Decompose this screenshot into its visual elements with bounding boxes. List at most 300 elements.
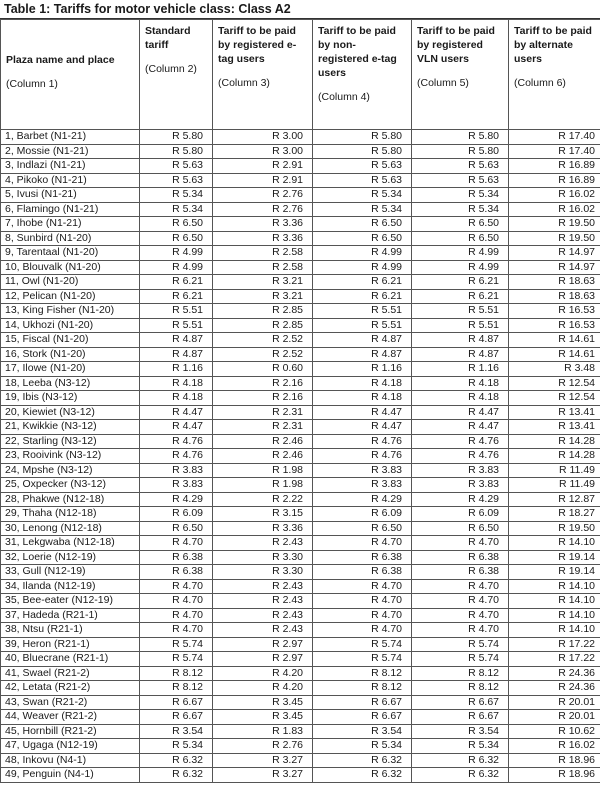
table-row bbox=[1, 521, 600, 536]
alternate-users-cell: R 14.28 bbox=[509, 449, 600, 464]
alternate-users-cell: R 19.50 bbox=[509, 521, 600, 536]
standard-tariff-cell: R 1.16 bbox=[140, 362, 213, 377]
alternate-users-cell: R 14.61 bbox=[509, 333, 600, 348]
registered-vln-cell: R 5.34 bbox=[412, 202, 509, 217]
alternate-users-cell: R 19.50 bbox=[509, 217, 600, 232]
table-row bbox=[1, 753, 600, 768]
standard-tariff-cell: R 4.70 bbox=[140, 536, 213, 551]
registered-etag-cell: R 3.30 bbox=[213, 550, 313, 565]
plaza-name-cell: 32, Loerie (N12-19) bbox=[1, 550, 140, 565]
non-registered-etag-cell: R 1.16 bbox=[313, 362, 412, 377]
non-registered-etag-cell: R 4.70 bbox=[313, 579, 412, 594]
standard-tariff-cell: R 5.74 bbox=[140, 637, 213, 652]
registered-etag-cell: R 2.43 bbox=[213, 536, 313, 551]
registered-vln-cell: R 5.51 bbox=[412, 318, 509, 333]
non-registered-etag-cell: R 5.51 bbox=[313, 304, 412, 319]
alternate-users-cell: R 16.53 bbox=[509, 318, 600, 333]
plaza-name-cell: 25, Oxpecker (N3-12) bbox=[1, 478, 140, 493]
table-row bbox=[1, 637, 600, 652]
plaza-name-cell: 17, Ilowe (N1-20) bbox=[1, 362, 140, 377]
alternate-users-cell: R 17.40 bbox=[509, 144, 600, 159]
alternate-users-cell: R 12.54 bbox=[509, 376, 600, 391]
standard-tariff-cell: R 4.29 bbox=[140, 492, 213, 507]
standard-tariff-cell: R 3.83 bbox=[140, 478, 213, 493]
registered-etag-cell: R 4.20 bbox=[213, 681, 313, 696]
alternate-users-cell: R 16.02 bbox=[509, 188, 600, 203]
plaza-name-cell: 39, Heron (R21-1) bbox=[1, 637, 140, 652]
table-row bbox=[1, 579, 600, 594]
table-row bbox=[1, 681, 600, 696]
plaza-name-cell: 24, Mpshe (N3-12) bbox=[1, 463, 140, 478]
registered-vln-cell: R 4.99 bbox=[412, 260, 509, 275]
standard-tariff-cell: R 4.47 bbox=[140, 420, 213, 435]
header-column-number: (Column 5) bbox=[417, 77, 469, 89]
registered-etag-cell: R 3.15 bbox=[213, 507, 313, 522]
table-row bbox=[1, 492, 600, 507]
registered-etag-cell: R 2.76 bbox=[213, 202, 313, 217]
registered-vln-cell: R 6.50 bbox=[412, 521, 509, 536]
plaza-name-cell: 2, Mossie (N1-21) bbox=[1, 144, 140, 159]
registered-vln-cell: R 5.63 bbox=[412, 173, 509, 188]
standard-tariff-cell: R 4.99 bbox=[140, 246, 213, 261]
registered-etag-cell: R 3.30 bbox=[213, 565, 313, 580]
table-row bbox=[1, 550, 600, 565]
registered-etag-cell: R 1.98 bbox=[213, 478, 313, 493]
registered-etag-cell: R 3.27 bbox=[213, 768, 313, 783]
registered-vln-cell: R 4.87 bbox=[412, 333, 509, 348]
alternate-users-cell: R 19.14 bbox=[509, 565, 600, 580]
standard-tariff-cell: R 6.50 bbox=[140, 231, 213, 246]
plaza-name-cell: 10, Blouvalk (N1-20) bbox=[1, 260, 140, 275]
plaza-name-cell: 40, Bluecrane (R21-1) bbox=[1, 652, 140, 667]
standard-tariff-cell: R 5.80 bbox=[140, 144, 213, 159]
non-registered-etag-cell: R 6.21 bbox=[313, 289, 412, 304]
alternate-users-cell: R 3.48 bbox=[509, 362, 600, 377]
non-registered-etag-cell: R 6.38 bbox=[313, 550, 412, 565]
table-row bbox=[1, 434, 600, 449]
plaza-name-cell: 49, Penguin (N4-1) bbox=[1, 768, 140, 783]
table-row bbox=[1, 347, 600, 362]
header-label: Tariff to be paid by alternate users bbox=[514, 25, 592, 65]
registered-etag-cell: R 2.31 bbox=[213, 405, 313, 420]
standard-tariff-cell: R 4.99 bbox=[140, 260, 213, 275]
plaza-name-cell: 22, Starling (N3-12) bbox=[1, 434, 140, 449]
table-row bbox=[1, 159, 600, 174]
standard-tariff-cell: R 5.80 bbox=[140, 130, 213, 145]
table-row bbox=[1, 391, 600, 406]
alternate-users-cell: R 20.01 bbox=[509, 695, 600, 710]
non-registered-etag-cell: R 4.70 bbox=[313, 623, 412, 638]
table-row bbox=[1, 724, 600, 739]
header-standard-tariff bbox=[140, 20, 213, 130]
non-registered-etag-cell: R 5.63 bbox=[313, 159, 412, 174]
header-label: Standard tariff bbox=[145, 25, 191, 51]
registered-vln-cell: R 5.34 bbox=[412, 739, 509, 754]
alternate-users-cell: R 14.10 bbox=[509, 579, 600, 594]
registered-etag-cell: R 2.76 bbox=[213, 188, 313, 203]
non-registered-etag-cell: R 8.12 bbox=[313, 681, 412, 696]
non-registered-etag-cell: R 4.18 bbox=[313, 391, 412, 406]
alternate-users-cell: R 13.41 bbox=[509, 420, 600, 435]
plaza-name-cell: 43, Swan (R21-2) bbox=[1, 695, 140, 710]
registered-etag-cell: R 2.31 bbox=[213, 420, 313, 435]
registered-vln-cell: R 3.83 bbox=[412, 478, 509, 493]
table-row bbox=[1, 565, 600, 580]
plaza-name-cell: 14, Ukhozi (N1-20) bbox=[1, 318, 140, 333]
registered-etag-cell: R 2.91 bbox=[213, 173, 313, 188]
registered-etag-cell: R 3.45 bbox=[213, 695, 313, 710]
registered-vln-cell: R 4.99 bbox=[412, 246, 509, 261]
plaza-name-cell: 41, Swael (R21-2) bbox=[1, 666, 140, 681]
standard-tariff-cell: R 6.50 bbox=[140, 521, 213, 536]
header-column-number: (Column 6) bbox=[514, 77, 566, 89]
alternate-users-cell: R 10.62 bbox=[509, 724, 600, 739]
non-registered-etag-cell: R 5.34 bbox=[313, 739, 412, 754]
alternate-users-cell: R 16.89 bbox=[509, 159, 600, 174]
standard-tariff-cell: R 4.70 bbox=[140, 594, 213, 609]
standard-tariff-cell: R 6.32 bbox=[140, 768, 213, 783]
plaza-name-cell: 42, Letata (R21-2) bbox=[1, 681, 140, 696]
alternate-users-cell: R 19.50 bbox=[509, 231, 600, 246]
non-registered-etag-cell: R 3.83 bbox=[313, 463, 412, 478]
registered-etag-cell: R 2.85 bbox=[213, 318, 313, 333]
registered-vln-cell: R 6.32 bbox=[412, 753, 509, 768]
table-row bbox=[1, 260, 600, 275]
non-registered-etag-cell: R 5.63 bbox=[313, 173, 412, 188]
non-registered-etag-cell: R 6.67 bbox=[313, 710, 412, 725]
standard-tariff-cell: R 4.70 bbox=[140, 623, 213, 638]
plaza-name-cell: 1, Barbet (N1-21) bbox=[1, 130, 140, 145]
non-registered-etag-cell: R 4.87 bbox=[313, 333, 412, 348]
standard-tariff-cell: R 4.87 bbox=[140, 347, 213, 362]
plaza-name-cell: 8, Sunbird (N1-20) bbox=[1, 231, 140, 246]
registered-vln-cell: R 5.34 bbox=[412, 188, 509, 203]
plaza-name-cell: 15, Fiscal (N1-20) bbox=[1, 333, 140, 348]
registered-etag-cell: R 1.98 bbox=[213, 463, 313, 478]
header-non-registered-etag bbox=[313, 20, 412, 130]
alternate-users-cell: R 24.36 bbox=[509, 681, 600, 696]
table-row bbox=[1, 202, 600, 217]
registered-vln-cell: R 6.67 bbox=[412, 710, 509, 725]
table-row bbox=[1, 666, 600, 681]
plaza-name-cell: 20, Kiewiet (N3-12) bbox=[1, 405, 140, 420]
alternate-users-cell: R 14.10 bbox=[509, 623, 600, 638]
registered-vln-cell: R 5.80 bbox=[412, 144, 509, 159]
non-registered-etag-cell: R 6.32 bbox=[313, 768, 412, 783]
registered-etag-cell: R 2.43 bbox=[213, 594, 313, 609]
non-registered-etag-cell: R 5.34 bbox=[313, 202, 412, 217]
non-registered-etag-cell: R 4.99 bbox=[313, 246, 412, 261]
registered-etag-cell: R 3.36 bbox=[213, 521, 313, 536]
header-column-number: (Column 3) bbox=[218, 77, 270, 89]
table-row bbox=[1, 594, 600, 609]
table-row bbox=[1, 318, 600, 333]
registered-vln-cell: R 6.21 bbox=[412, 289, 509, 304]
standard-tariff-cell: R 4.18 bbox=[140, 376, 213, 391]
table-row bbox=[1, 231, 600, 246]
non-registered-etag-cell: R 6.38 bbox=[313, 565, 412, 580]
plaza-name-cell: 21, Kwikkie (N3-12) bbox=[1, 420, 140, 435]
table-row bbox=[1, 289, 600, 304]
non-registered-etag-cell: R 4.70 bbox=[313, 536, 412, 551]
non-registered-etag-cell: R 5.80 bbox=[313, 144, 412, 159]
plaza-name-cell: 9, Tarentaal (N1-20) bbox=[1, 246, 140, 261]
non-registered-etag-cell: R 5.34 bbox=[313, 188, 412, 203]
standard-tariff-cell: R 4.70 bbox=[140, 579, 213, 594]
standard-tariff-cell: R 5.34 bbox=[140, 739, 213, 754]
non-registered-etag-cell: R 5.51 bbox=[313, 318, 412, 333]
table-row bbox=[1, 536, 600, 551]
registered-etag-cell: R 2.22 bbox=[213, 492, 313, 507]
table-row bbox=[1, 405, 600, 420]
non-registered-etag-cell: R 4.76 bbox=[313, 449, 412, 464]
table-row bbox=[1, 478, 600, 493]
table-row bbox=[1, 246, 600, 261]
standard-tariff-cell: R 5.34 bbox=[140, 188, 213, 203]
alternate-users-cell: R 16.53 bbox=[509, 304, 600, 319]
alternate-users-cell: R 14.28 bbox=[509, 434, 600, 449]
alternate-users-cell: R 14.97 bbox=[509, 260, 600, 275]
tariff-table bbox=[0, 19, 600, 783]
alternate-users-cell: R 14.97 bbox=[509, 246, 600, 261]
non-registered-etag-cell: R 4.47 bbox=[313, 420, 412, 435]
standard-tariff-cell: R 4.87 bbox=[140, 333, 213, 348]
alternate-users-cell: R 16.02 bbox=[509, 202, 600, 217]
registered-vln-cell: R 4.70 bbox=[412, 536, 509, 551]
plaza-name-cell: 6, Flamingo (N1-21) bbox=[1, 202, 140, 217]
non-registered-etag-cell: R 3.83 bbox=[313, 478, 412, 493]
alternate-users-cell: R 13.41 bbox=[509, 405, 600, 420]
standard-tariff-cell: R 5.63 bbox=[140, 173, 213, 188]
non-registered-etag-cell: R 6.09 bbox=[313, 507, 412, 522]
plaza-name-cell: 18, Leeba (N3-12) bbox=[1, 376, 140, 391]
non-registered-etag-cell: R 6.21 bbox=[313, 275, 412, 290]
alternate-users-cell: R 18.63 bbox=[509, 275, 600, 290]
standard-tariff-cell: R 5.51 bbox=[140, 304, 213, 319]
alternate-users-cell: R 11.49 bbox=[509, 463, 600, 478]
registered-etag-cell: R 3.21 bbox=[213, 289, 313, 304]
registered-vln-cell: R 6.32 bbox=[412, 768, 509, 783]
plaza-name-cell: 4, Pikoko (N1-21) bbox=[1, 173, 140, 188]
table-row bbox=[1, 188, 600, 203]
alternate-users-cell: R 12.87 bbox=[509, 492, 600, 507]
non-registered-etag-cell: R 4.76 bbox=[313, 434, 412, 449]
header-plaza-name bbox=[1, 20, 140, 130]
registered-vln-cell: R 3.54 bbox=[412, 724, 509, 739]
registered-etag-cell: R 2.46 bbox=[213, 434, 313, 449]
table-row bbox=[1, 333, 600, 348]
standard-tariff-cell: R 8.12 bbox=[140, 681, 213, 696]
plaza-name-cell: 45, Hornbill (R21-2) bbox=[1, 724, 140, 739]
table-row bbox=[1, 173, 600, 188]
alternate-users-cell: R 18.63 bbox=[509, 289, 600, 304]
non-registered-etag-cell: R 4.70 bbox=[313, 608, 412, 623]
registered-etag-cell: R 2.52 bbox=[213, 347, 313, 362]
non-registered-etag-cell: R 4.18 bbox=[313, 376, 412, 391]
registered-etag-cell: R 2.16 bbox=[213, 376, 313, 391]
registered-etag-cell: R 2.52 bbox=[213, 333, 313, 348]
header-registered-etag bbox=[213, 20, 313, 130]
registered-vln-cell: R 4.47 bbox=[412, 405, 509, 420]
standard-tariff-cell: R 3.83 bbox=[140, 463, 213, 478]
standard-tariff-cell: R 3.54 bbox=[140, 724, 213, 739]
standard-tariff-cell: R 5.74 bbox=[140, 652, 213, 667]
alternate-users-cell: R 16.02 bbox=[509, 739, 600, 754]
table-row bbox=[1, 130, 600, 145]
standard-tariff-cell: R 4.47 bbox=[140, 405, 213, 420]
plaza-name-cell: 47, Ugaga (N12-19) bbox=[1, 739, 140, 754]
non-registered-etag-cell: R 6.32 bbox=[313, 753, 412, 768]
non-registered-etag-cell: R 4.99 bbox=[313, 260, 412, 275]
plaza-name-cell: 31, Lekgwaba (N12-18) bbox=[1, 536, 140, 551]
registered-vln-cell: R 6.38 bbox=[412, 565, 509, 580]
registered-etag-cell: R 2.43 bbox=[213, 608, 313, 623]
registered-etag-cell: R 2.85 bbox=[213, 304, 313, 319]
registered-vln-cell: R 4.70 bbox=[412, 594, 509, 609]
registered-vln-cell: R 4.70 bbox=[412, 608, 509, 623]
registered-vln-cell: R 4.18 bbox=[412, 376, 509, 391]
table-row bbox=[1, 695, 600, 710]
alternate-users-cell: R 14.61 bbox=[509, 347, 600, 362]
plaza-name-cell: 28, Phakwe (N12-18) bbox=[1, 492, 140, 507]
header-registered-vln bbox=[412, 20, 509, 130]
plaza-name-cell: 12, Pelican (N1-20) bbox=[1, 289, 140, 304]
plaza-name-cell: 44, Weaver (R21-2) bbox=[1, 710, 140, 725]
registered-vln-cell: R 5.63 bbox=[412, 159, 509, 174]
standard-tariff-cell: R 4.76 bbox=[140, 449, 213, 464]
registered-etag-cell: R 2.58 bbox=[213, 260, 313, 275]
registered-etag-cell: R 3.21 bbox=[213, 275, 313, 290]
table-row bbox=[1, 623, 600, 638]
table-row bbox=[1, 144, 600, 159]
alternate-users-cell: R 14.10 bbox=[509, 536, 600, 551]
standard-tariff-cell: R 6.32 bbox=[140, 753, 213, 768]
standard-tariff-cell: R 6.38 bbox=[140, 550, 213, 565]
plaza-name-cell: 13, King Fisher (N1-20) bbox=[1, 304, 140, 319]
registered-etag-cell: R 3.36 bbox=[213, 231, 313, 246]
standard-tariff-cell: R 6.21 bbox=[140, 289, 213, 304]
non-registered-etag-cell: R 4.29 bbox=[313, 492, 412, 507]
non-registered-etag-cell: R 8.12 bbox=[313, 666, 412, 681]
standard-tariff-cell: R 6.09 bbox=[140, 507, 213, 522]
plaza-name-cell: 33, Gull (N12-19) bbox=[1, 565, 140, 580]
alternate-users-cell: R 14.10 bbox=[509, 608, 600, 623]
standard-tariff-cell: R 4.70 bbox=[140, 608, 213, 623]
registered-vln-cell: R 4.70 bbox=[412, 623, 509, 638]
registered-etag-cell: R 2.43 bbox=[213, 623, 313, 638]
registered-etag-cell: R 3.27 bbox=[213, 753, 313, 768]
plaza-name-cell: 48, Inkovu (N4-1) bbox=[1, 753, 140, 768]
registered-etag-cell: R 2.91 bbox=[213, 159, 313, 174]
alternate-users-cell: R 24.36 bbox=[509, 666, 600, 681]
registered-vln-cell: R 6.67 bbox=[412, 695, 509, 710]
registered-etag-cell: R 2.76 bbox=[213, 739, 313, 754]
alternate-users-cell: R 20.01 bbox=[509, 710, 600, 725]
registered-etag-cell: R 1.83 bbox=[213, 724, 313, 739]
registered-vln-cell: R 5.74 bbox=[412, 637, 509, 652]
alternate-users-cell: R 11.49 bbox=[509, 478, 600, 493]
non-registered-etag-cell: R 4.70 bbox=[313, 594, 412, 609]
registered-etag-cell: R 2.43 bbox=[213, 579, 313, 594]
registered-vln-cell: R 4.87 bbox=[412, 347, 509, 362]
non-registered-etag-cell: R 5.74 bbox=[313, 637, 412, 652]
registered-vln-cell: R 6.21 bbox=[412, 275, 509, 290]
standard-tariff-cell: R 4.18 bbox=[140, 391, 213, 406]
header-column-number: (Column 2) bbox=[145, 63, 197, 75]
registered-vln-cell: R 5.51 bbox=[412, 304, 509, 319]
standard-tariff-cell: R 5.63 bbox=[140, 159, 213, 174]
plaza-name-cell: 3, Indlazi (N1-21) bbox=[1, 159, 140, 174]
plaza-name-cell: 34, Ilanda (N12-19) bbox=[1, 579, 140, 594]
header-label: Tariff to be paid by registered e-tag users bbox=[218, 25, 297, 65]
table-row bbox=[1, 304, 600, 319]
non-registered-etag-cell: R 5.74 bbox=[313, 652, 412, 667]
registered-etag-cell: R 2.97 bbox=[213, 652, 313, 667]
table-row bbox=[1, 652, 600, 667]
non-registered-etag-cell: R 6.50 bbox=[313, 231, 412, 246]
header-label: Tariff to be paid by registered VLN users bbox=[417, 25, 495, 65]
header-label: Tariff to be paid by non-registered e-tag users bbox=[318, 25, 397, 79]
standard-tariff-cell: R 6.38 bbox=[140, 565, 213, 580]
alternate-users-cell: R 18.27 bbox=[509, 507, 600, 522]
plaza-name-cell: 19, Ibis (N3-12) bbox=[1, 391, 140, 406]
registered-vln-cell: R 3.83 bbox=[412, 463, 509, 478]
registered-vln-cell: R 6.50 bbox=[412, 217, 509, 232]
plaza-name-cell: 23, Rooivink (N3-12) bbox=[1, 449, 140, 464]
registered-etag-cell: R 2.16 bbox=[213, 391, 313, 406]
table-row bbox=[1, 362, 600, 377]
table-row bbox=[1, 376, 600, 391]
registered-etag-cell: R 3.45 bbox=[213, 710, 313, 725]
non-registered-etag-cell: R 3.54 bbox=[313, 724, 412, 739]
non-registered-etag-cell: R 5.80 bbox=[313, 130, 412, 145]
table-row bbox=[1, 275, 600, 290]
plaza-name-cell: 11, Owl (N1-20) bbox=[1, 275, 140, 290]
table-row bbox=[1, 768, 600, 783]
table-title: Table 1: Tariffs for motor vehicle class: Class A2 bbox=[0, 0, 600, 19]
registered-vln-cell: R 4.70 bbox=[412, 579, 509, 594]
alternate-users-cell: R 18.96 bbox=[509, 768, 600, 783]
standard-tariff-cell: R 6.50 bbox=[140, 217, 213, 232]
standard-tariff-cell: R 8.12 bbox=[140, 666, 213, 681]
plaza-name-cell: 7, Ihobe (N1-21) bbox=[1, 217, 140, 232]
registered-vln-cell: R 8.12 bbox=[412, 681, 509, 696]
table-row bbox=[1, 710, 600, 725]
registered-vln-cell: R 6.50 bbox=[412, 231, 509, 246]
registered-etag-cell: R 2.97 bbox=[213, 637, 313, 652]
standard-tariff-cell: R 4.76 bbox=[140, 434, 213, 449]
registered-vln-cell: R 5.80 bbox=[412, 130, 509, 145]
registered-vln-cell: R 4.76 bbox=[412, 434, 509, 449]
header-alternate-users bbox=[509, 20, 600, 130]
table-row bbox=[1, 217, 600, 232]
alternate-users-cell: R 17.22 bbox=[509, 652, 600, 667]
alternate-users-cell: R 16.89 bbox=[509, 173, 600, 188]
non-registered-etag-cell: R 4.87 bbox=[313, 347, 412, 362]
standard-tariff-cell: R 6.67 bbox=[140, 695, 213, 710]
plaza-name-cell: 5, Ivusi (N1-21) bbox=[1, 188, 140, 203]
registered-vln-cell: R 8.12 bbox=[412, 666, 509, 681]
registered-etag-cell: R 4.20 bbox=[213, 666, 313, 681]
header-column-number: (Column 1) bbox=[6, 78, 58, 90]
table-row bbox=[1, 507, 600, 522]
alternate-users-cell: R 19.14 bbox=[509, 550, 600, 565]
registered-etag-cell: R 3.00 bbox=[213, 144, 313, 159]
plaza-name-cell: 30, Lenong (N12-18) bbox=[1, 521, 140, 536]
table-row bbox=[1, 420, 600, 435]
registered-etag-cell: R 3.00 bbox=[213, 130, 313, 145]
registered-etag-cell: R 2.58 bbox=[213, 246, 313, 261]
